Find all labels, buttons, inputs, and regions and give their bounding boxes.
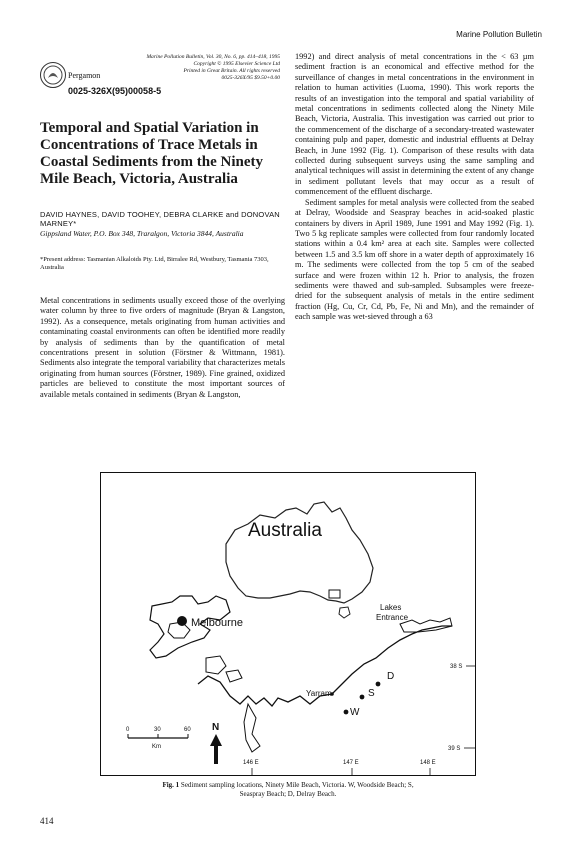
entrance-label: Entrance (376, 613, 409, 622)
article-title: Temporal and Spatial Variation in Concentrations of Trace Metals in Coastal Sediments from the Ninety Mile Beach, Victoria, Australia (40, 120, 264, 187)
body-paragraph: Metal concentrations in sediments usually exceed those of the overlying water column by three to five orders of magnitude (Bryan & Langston, 1992). As a consequence, metals originating from human activities and contaminating coastal environments can often be identified more readily by analysis of sediments than by the quantification of metal concentrations present in solution (Förstner & Wittmann, 1981). Sediments also integrate the temporal variability that characterizes metals originating from human sources (Förstner, 1989). Fine grained, oxidized particles are believed to constitute the most important sources of available metals contained in sediments (Bryan & Langston, (40, 296, 285, 399)
australia-label: Australia (248, 520, 322, 541)
figure-caption-text: Sediment sampling locations, Ninety Mile Beach, Victoria. W, Woodside Beach; S, Seaspray Beach; D, Delray Beach. (180, 781, 414, 798)
body-column-right (295, 52, 534, 323)
journal-info-line: Printed in Great Britain. All rights reserved (183, 68, 280, 74)
journal-info (110, 54, 280, 82)
body-paragraph: Sediment samples for metal analysis were collected from the seabed at Delray, Woodside and Seaspray beaches in acid-soaked plastic containers by divers in April 1989, June 1991 and May 1992 (Fig. 1). Two 5 kg replicate samples were collected from four randomly located stations within a 0.4 km² area at each site. Samples were collected between 1.5 and 3.5 km off shore in a water depth of approximately 16 m. The sediments were collected from the top 5 cm of the seabed surface and were frozen within 12 h. Prior to analysis, the frozen sediments were thawed and sub-sampled. Subsamples were freeze-dried for the subsequent analysis of metals in the entire sediment fraction (Hg, Cu, Cr, Cd, Pb, Fe, Ni and Mn), and the remainder of each sample was wet-sieved through a 63 (295, 197, 534, 322)
present-address-note: *Present address: Tasmanian Alkaloids Pty. Ltd, Birralee Rd, Westbury, Tasmania 7303, Australia (40, 256, 269, 271)
scale-label-0: 0 (126, 727, 130, 733)
publisher-name: Pergamon (68, 71, 101, 80)
latitude-38-label: 38 S (450, 664, 463, 670)
journal-info-line: Marine Pollution Bulletin, Vol. 30, No. 6, pp. 414–418, 1995 (146, 54, 280, 60)
author-affiliation: Gippsland Water, P.O. Box 348, Traralgon, Victoria 3844, Australia (40, 229, 244, 238)
latitude-39-label: 39 S (448, 746, 461, 752)
figure-caption (150, 781, 426, 798)
article-doi: 0025-326X(95)00058-5 (68, 86, 162, 96)
site-d-label: D (387, 671, 395, 682)
longitude-146-label: 146 E (243, 760, 259, 766)
running-head: Marine Pollution Bulletin (456, 30, 542, 39)
journal-info-line: 0025-326X/95 $9.50+0.00 (221, 75, 280, 81)
scale-label-60: 60 (184, 727, 191, 733)
lakes-label: Lakes (380, 603, 402, 612)
author-list: DAVID HAYNES, DAVID TOOHEY, DEBRA CLARKE and DONOVAN MARNEY* (40, 210, 280, 228)
north-label: N (212, 722, 220, 733)
site-s-marker (360, 695, 365, 700)
publisher-logo (40, 62, 66, 88)
melbourne-label: Melbourne (191, 617, 243, 629)
site-w-marker (344, 710, 349, 715)
journal-info-line: Copyright © 1995 Elsevier Science Ltd (193, 61, 280, 67)
scale-unit-label: Km (152, 744, 161, 750)
figure-caption-label: Fig. 1 (162, 781, 180, 789)
melbourne-marker (177, 616, 187, 626)
body-column-left (40, 296, 285, 400)
site-d-marker (376, 682, 381, 687)
longitude-147-label: 147 E (343, 760, 359, 766)
longitude-148-label: 148 E (420, 760, 436, 766)
body-paragraph: 1992) and direct analysis of metal concentrations in the < 63 µm sediment fraction is an economical and effective method for the surveillance of changes in metal concentrations in the environment in relation to human activities (Luoma, 1990). This work reports the results of an investigation into the temporal and spatial variability of metal concentrations in sediments collected along the Ninety Mile Beach, Victoria, Australia. This investigation was carried out prior to the commencement of the discharge of a secondary-treated wastewater containing pulp and paper, domestic and industrial effluents at Delray Beach, in June 1992 (Fig. 1). Comparison of these results with data collected during subsequent surveys using the same sampling and analytical techniques will assist in determining the extent of any change in sediment pollutant levels that may occur as a result of commencement of the effluent discharge. (295, 52, 534, 197)
site-s-label: S (368, 688, 375, 699)
site-w-label: W (350, 707, 360, 718)
yarram-label: Yarram (306, 689, 332, 698)
page-number: 414 (40, 816, 54, 826)
figure-map (100, 472, 476, 776)
scale-label-30: 30 (154, 727, 161, 733)
